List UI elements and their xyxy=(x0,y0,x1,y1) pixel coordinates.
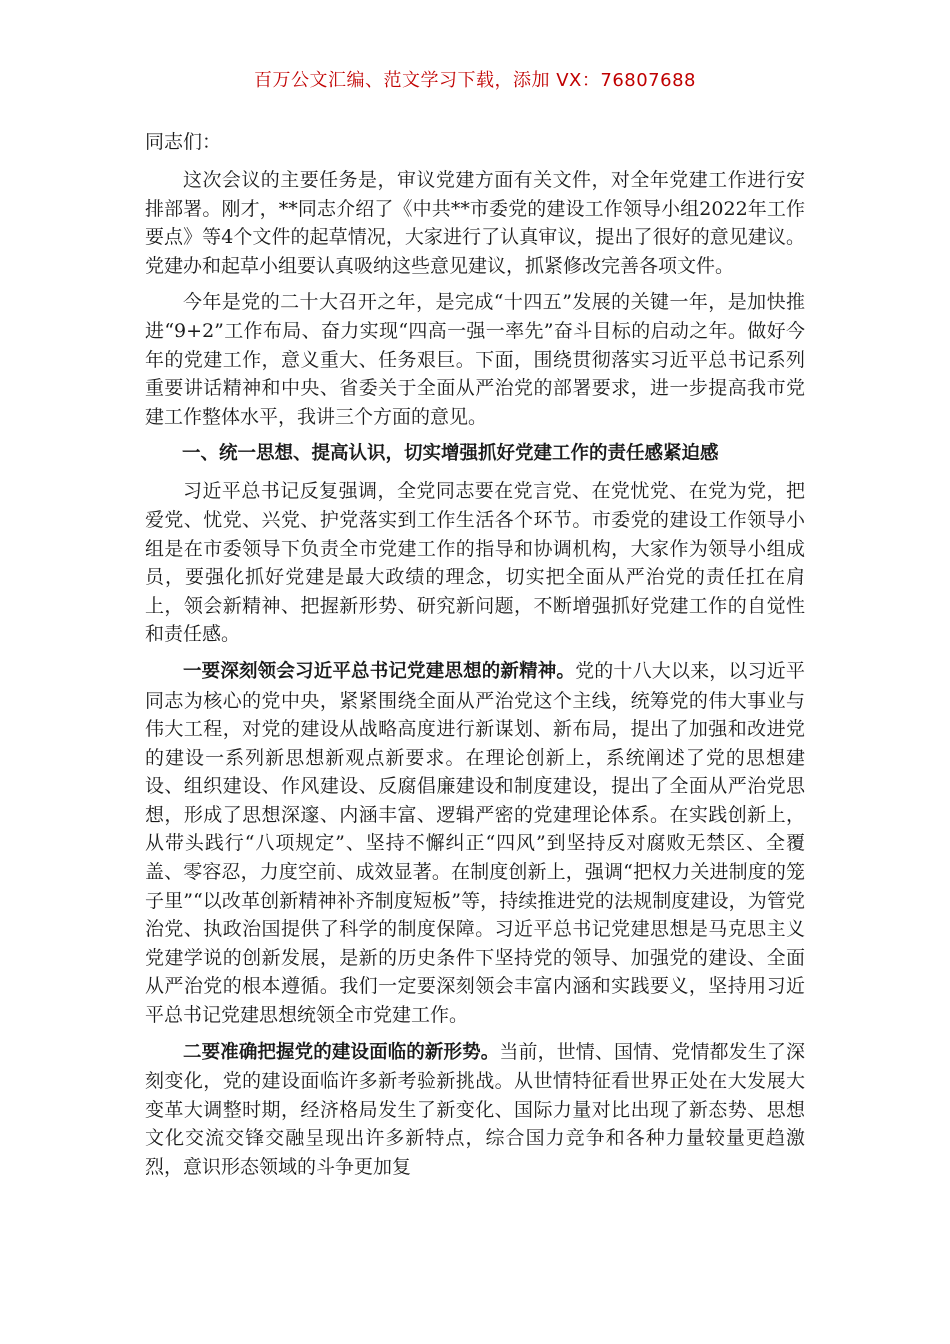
watermark-header: 百万公文汇编、范文学习下载，添加 VX：76807688 xyxy=(254,70,696,91)
section-heading-1: 一、统一思想、提高认识，切实增强抓好党建工作的责任感紧迫感 xyxy=(182,443,719,465)
paragraph-point-1 xyxy=(145,657,805,1030)
paragraph-intro: 这次会议的主要任务是，审议党建方面有关文件，对全年党建工作进行安排部署。刚才，**同志介绍了《中共**市委党的建设工作领导小组2022年工作要点》等4个文件的起草情况，大家进行了认真审议，提出了很好的意见建议。党建办和起草小组要认真吸纳这些意见建议，抓紧修改完善各项文件。 xyxy=(145,169,805,277)
point-2-body: 当前，世情、国情、党情都发生了深刻变化，党的建设面临许多新考验新挑战。从世情特征看世界正处在大发展大变革大调整时期，经济格局发生了新变化、国际力量对比出现了新态势、思想文化交流交锋交融呈现出许多新特点，综合国力竞争和各种力量较量更趋激烈，意识形态领域的斗争更加复 xyxy=(145,1040,805,1178)
paragraph-context: 今年是党的二十大召开之年，是完成“十四五”发展的关键一年，是加快推进“9+2”工作布局、奋力实现“四高一强一率先”奋斗目标的启动之年。做好今年的党建工作，意义重大、任务艰巨。下面，围绕贯彻落实习近平总书记系列重要讲话精神和中央、省委关于全面从严治党的部署要求，进一步提高我市党建工作整体水平，我讲三个方面的意见。 xyxy=(145,291,805,428)
document-body xyxy=(145,128,805,1190)
paragraph-section1-intro: 习近平总书记反复强调，全党同志要在党言党、在党忧党、在党为党，把爱党、忧党、兴党、护党落实到工作生活各个环节。市委党的建设工作领导小组是在市委领导下负责全市党建工作的指导和协调机构，大家作为领导小组成员，要强化抓好党建是最大政绩的理念，切实把全面从严治党的责任扛在肩上，领会新精神、把握新形势、研究新问题，不断增强抓好党建工作的自觉性和责任感。 xyxy=(145,480,805,646)
salutation: 同志们： xyxy=(145,131,222,153)
point-1-lead: 一要深刻领会习近平总书记党建思想的新精神。 xyxy=(183,660,576,682)
point-1-body: 党的十八大以来，以习近平同志为核心的党中央，紧紧围绕全面从严治党这个主线，统筹党的伟大事业与伟大工程，对党的建设从战略高度进行新谋划、新布局，提出了加强和改进党的建设一系列新思想新观点新要求。在理论创新上，系统阐述了党的思想建设、组织建设、作风建设、反腐倡廉建设和制度建设，提出了全面从严治党思想，形成了思想深邃、内涵丰富、逻辑严密的党建理论体系。在实践创新上，从带头践行“八项规定”、坚持不懈纠正“四风”到坚持反对腐败无禁区、全覆盖、零容忍，力度空前、成效显著。在制度创新上，强调“把权力关进制度的笼子里”“以改革创新精神补齐制度短板”等，持续推进党的法规制度建设，为管党治党、执政治国提供了科学的制度保障。习近平总书记党建思想是马克思主义党建学说的创新发展，是新的历史条件下坚持党的领导、加强党的建设、全面从严治党的根本遵循。我们一定要深刻领会丰富内涵和实践要义，坚持用习近平总书记党建思想统领全市党建工作。 xyxy=(145,659,805,1027)
paragraph-point-2 xyxy=(145,1038,805,1182)
point-2-lead: 二要准确把握党的建设面临的新形势。 xyxy=(183,1041,500,1063)
